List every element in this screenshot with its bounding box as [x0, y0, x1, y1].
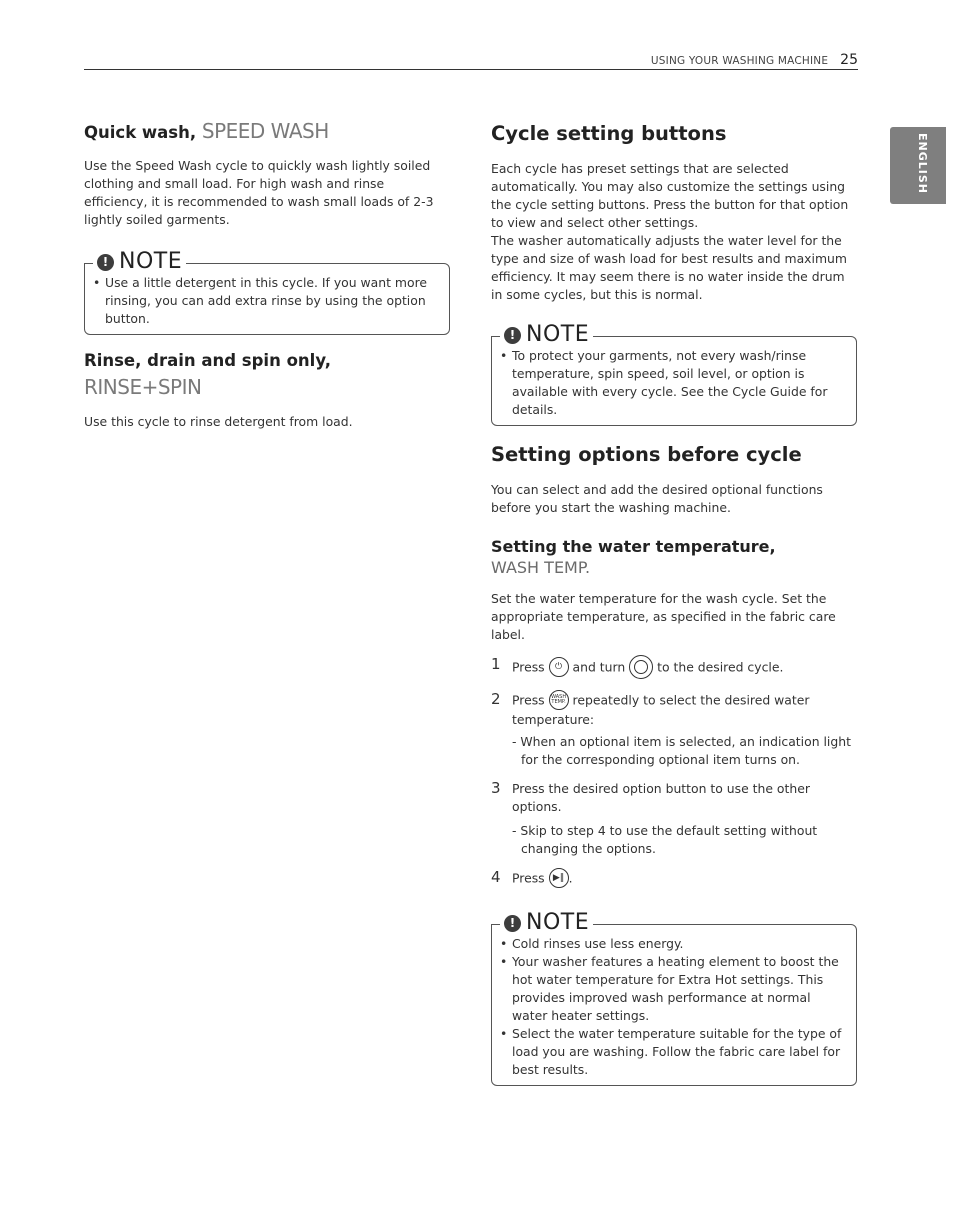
note-3-item: • Select the water temperature suitable for the type of load you are washing. Follow the fabric care label for best results.: [512, 1025, 846, 1079]
rinse-spin-keyword: RINSE+SPIN: [84, 375, 202, 399]
power-button-icon: ⏻: [549, 657, 569, 677]
step-1-rest-text: to the desired cycle.: [657, 659, 784, 675]
note-3-label: NOTE: [526, 910, 590, 935]
rinse-body: Use this cycle to rinse detergent from load.: [84, 414, 353, 429]
water-temp-heading: [491, 536, 857, 578]
exclamation-icon: !: [504, 915, 521, 932]
rinse-title: Rinse, drain and spin only,: [84, 351, 332, 370]
cycle-dial-icon: [629, 655, 653, 679]
note-3-title: [500, 910, 593, 936]
step-2-press-text: Press: [512, 692, 545, 708]
note-3-item: • Cold rinses use less energy.: [512, 935, 846, 953]
wash-temp-icon-line-1: WASH: [551, 694, 567, 700]
step-3-sub-text: - Skip to step 4 to use the default setting without changing the options.: [512, 823, 818, 856]
step-4: [491, 869, 857, 889]
header-section-title: USING YOUR WASHING MACHINE: [650, 55, 829, 67]
note-box-3: [491, 910, 857, 1086]
wash-temp-keyword: WASH TEMP.: [491, 558, 591, 577]
exclamation-icon: !: [504, 327, 521, 344]
language-tab-label: ENGLISH: [916, 133, 929, 194]
step-3-text: Press the desired option button to use the other options.: [512, 781, 810, 814]
page-number: 25: [840, 52, 858, 68]
exclamation-icon: !: [97, 254, 114, 271]
setting-options-body: You can select and add the desired optional functions before you start the washing machine.: [491, 482, 823, 515]
wash-temp-button-icon: [549, 690, 569, 710]
step-1-press-text: Press: [512, 659, 545, 675]
step-3-subnote: [491, 822, 857, 858]
step-4-number: 4: [491, 868, 501, 886]
quick-wash-body: Use the Speed Wash cycle to quickly wash lightly soiled clothing and small load. For high wash and rinse efficiency, it is recommended to wash small loads of 2-3 lightly soiled garments.: [84, 158, 434, 227]
cycle-setting-body-1: Each cycle has preset settings that are selected automatically. You may also customize the settings using the cycle setting buttons. Press the button for that option to view and select other settings.: [491, 161, 849, 230]
note-3-item: • Your washer features a heating element to boost the hot water temperature for Extra Hot settings. This provides improved wash performance at normal water heater settings.: [512, 953, 846, 1025]
note-box-2: [491, 322, 857, 426]
right-column: [491, 120, 857, 1086]
note-1-label: NOTE: [119, 249, 183, 274]
quick-wash-title: Quick wash,: [84, 123, 197, 142]
water-temp-title: Setting the water temperature,: [491, 537, 776, 556]
step-2-rest-text: repeatedly to select the desired water temperature:: [512, 692, 810, 727]
page-header: [84, 52, 858, 70]
note-1-item: • Use a little detergent in this cycle. If you want more rinsing, you can add extra rinse by using the option button.: [105, 274, 439, 328]
rinse-heading: [84, 348, 450, 402]
setting-options-heading: Setting options before cycle: [491, 443, 802, 466]
wash-temp-icon-line-2: TEMP.: [551, 699, 566, 705]
step-2-sub-text: - When an optional item is selected, an indication light for the corresponding optional item turns on.: [512, 734, 851, 767]
note-box-1: [84, 249, 450, 335]
speed-wash-keyword: SPEED WASH: [201, 119, 329, 143]
note-2-label: NOTE: [526, 322, 590, 347]
left-column: [84, 118, 450, 431]
water-temp-body: Set the water temperature for the wash cycle. Set the appropriate temperature, as specified in the fabric care label.: [491, 591, 836, 642]
step-4-rest-text: .: [568, 870, 573, 886]
note-2-item: • To protect your garments, not every wash/rinse temperature, spin speed, soil level, or option is available with every cycle. See the Cycle Guide for details.: [512, 347, 846, 419]
note-2-title: [500, 322, 593, 348]
step-1-number: 1: [491, 655, 501, 673]
step-2-number: 2: [491, 690, 501, 708]
cycle-setting-heading: Cycle setting buttons: [491, 122, 727, 145]
quick-wash-heading: [84, 118, 450, 146]
step-2-subnote: [491, 733, 857, 769]
step-4-press-text: Press: [512, 870, 545, 886]
start-pause-button-icon: ▶‖: [549, 868, 569, 888]
step-2: [491, 691, 857, 729]
step-1-and-turn-text: and turn: [572, 659, 626, 675]
language-tab: [890, 127, 946, 204]
step-3: [491, 780, 857, 816]
cycle-setting-body-2: The washer automatically adjusts the water level for the type and size of wash load for best results and maximum efficiency. It may seem there is no water inside the drum in some cycles, but this is normal.: [491, 233, 847, 302]
note-1-title: [93, 249, 186, 275]
step-1: [491, 656, 857, 680]
step-3-number: 3: [491, 779, 501, 797]
